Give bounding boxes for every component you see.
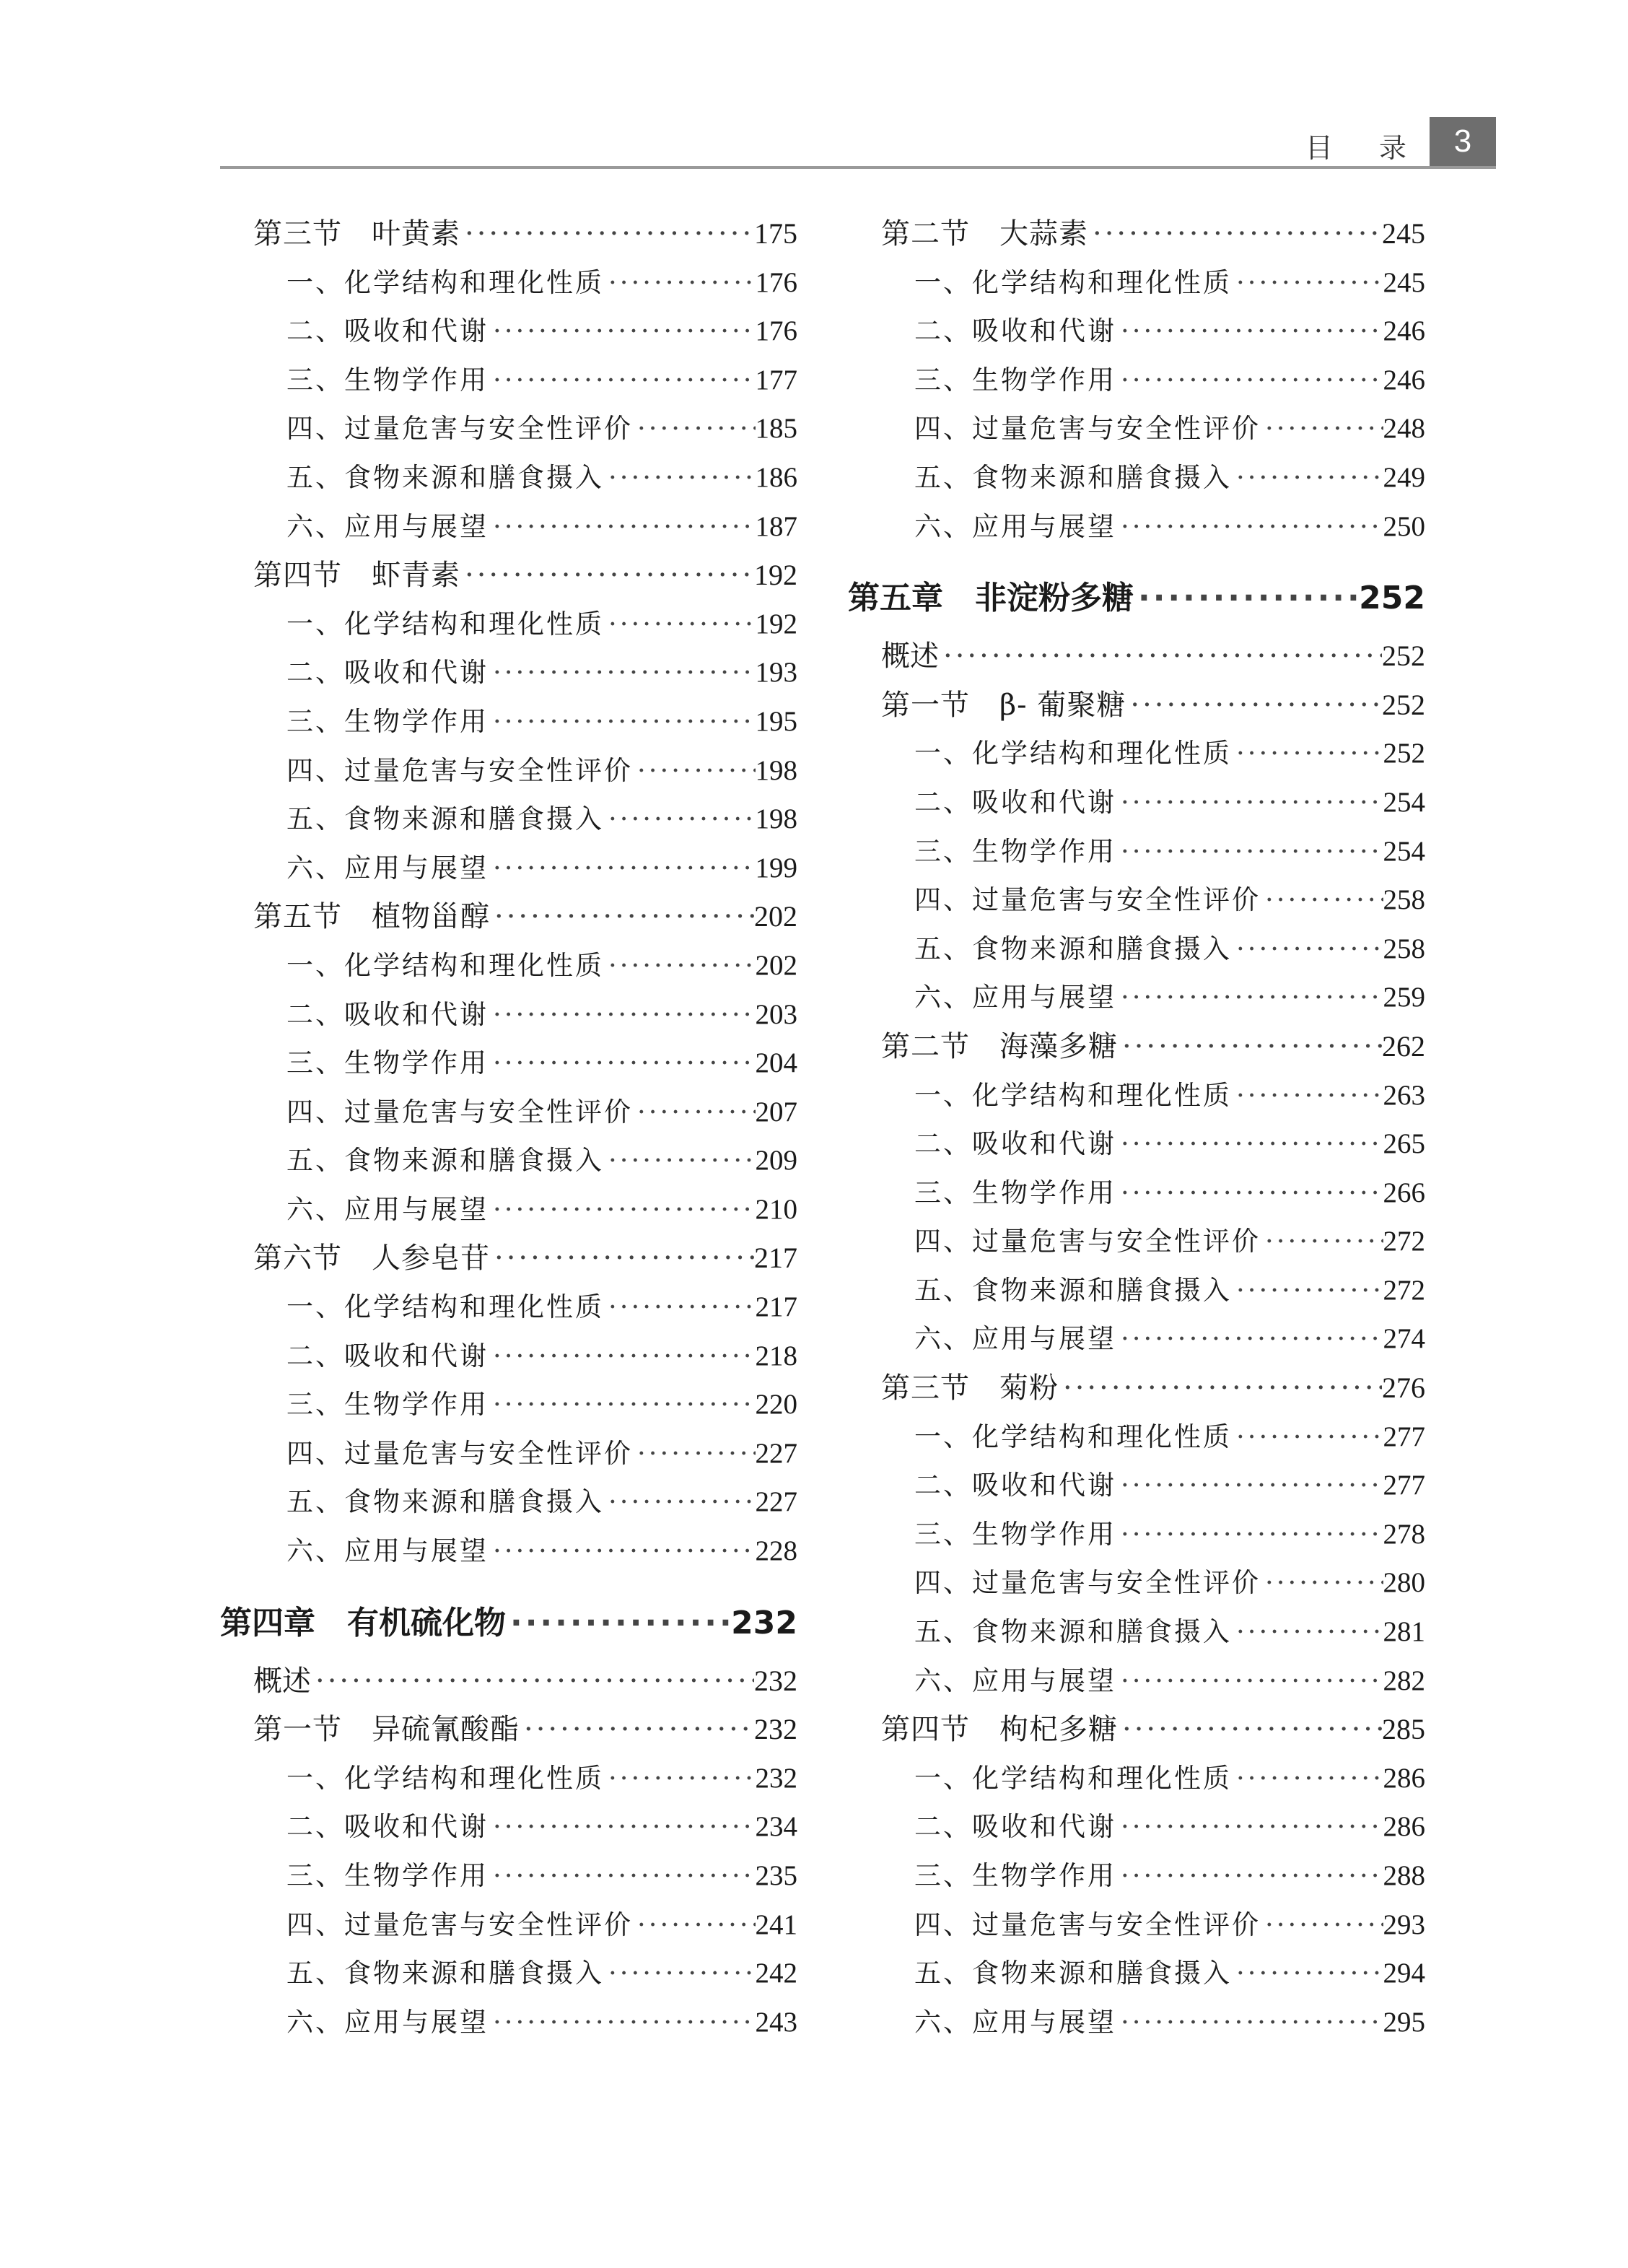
toc-entry[interactable]: 五、食物来源和膳食摄入 ····· 186 <box>220 453 797 502</box>
toc-entry[interactable]: 六、应用与展望 ····· 259 <box>848 973 1425 1022</box>
toc-entry[interactable]: 五、食物来源和膳食摄入 ····· 242 <box>220 1949 797 1998</box>
toc-entry[interactable]: 三、生物学作用 ····· 288 <box>848 1852 1425 1901</box>
toc-chapter-entry[interactable]: 第四章 有机硫化物 ····· 232 <box>220 1590 797 1657</box>
page-number: 3 <box>1430 117 1496 166</box>
toc-entry[interactable]: 一、化学结构和理化性质 ····· 232 <box>220 1754 797 1803</box>
toc-overview-entry[interactable]: 概述 ····· 252 <box>848 632 1425 681</box>
header-label: 目 录 <box>1305 132 1425 164</box>
toc-entry[interactable]: 三、生物学作用 ····· 266 <box>848 1169 1425 1218</box>
toc-entry[interactable]: 四、过量危害与安全性评价 ····· 185 <box>220 404 797 453</box>
toc-entry[interactable]: 四、过量危害与安全性评价 ····· 207 <box>220 1088 797 1137</box>
toc-entry[interactable]: 三、生物学作用 ····· 254 <box>848 827 1425 876</box>
toc-entry[interactable]: 二、吸收和代谢 ····· 277 <box>848 1461 1425 1510</box>
toc-entry[interactable]: 六、应用与展望 ····· 199 <box>220 844 797 893</box>
toc-entry[interactable]: 一、化学结构和理化性质 ····· 202 <box>220 941 797 990</box>
toc-entry[interactable]: 二、吸收和代谢 ····· 218 <box>220 1332 797 1381</box>
toc-left-column <box>220 209 797 2046</box>
toc-entry[interactable]: 四、过量危害与安全性评价 ····· 241 <box>220 1901 797 1950</box>
toc-entry[interactable]: 四、过量危害与安全性评价 ····· 258 <box>848 876 1425 925</box>
toc-entry[interactable]: 四、过量危害与安全性评价 ····· 280 <box>848 1558 1425 1608</box>
toc-entry[interactable]: 一、化学结构和理化性质 ····· 245 <box>848 258 1425 308</box>
toc-entry[interactable]: 三、生物学作用 ····· 278 <box>848 1510 1425 1559</box>
toc-entry[interactable]: 五、食物来源和膳食摄入 ····· 227 <box>220 1478 797 1527</box>
toc-entry[interactable]: 五、食物来源和膳食摄入 ····· 281 <box>848 1608 1425 1657</box>
toc-section-entry[interactable]: 第三节 叶黄素 ····· 175 <box>220 209 797 258</box>
toc-entry[interactable]: 五、食物来源和膳食摄入 ····· 249 <box>848 453 1425 502</box>
toc-entry[interactable]: 四、过量危害与安全性评价 ····· 198 <box>220 746 797 795</box>
toc-section-entry[interactable]: 第二节 大蒜素 ····· 245 <box>848 209 1425 258</box>
toc-entry[interactable]: 一、化学结构和理化性质 ····· 176 <box>220 258 797 308</box>
toc-section-entry[interactable]: 第一节 异硫氰酸酯 ····· 232 <box>220 1705 797 1754</box>
toc-entry[interactable]: 四、过量危害与安全性评价 ····· 293 <box>848 1901 1425 1950</box>
toc-entry[interactable]: 六、应用与展望 ····· 282 <box>848 1657 1425 1706</box>
toc-entry[interactable]: 六、应用与展望 ····· 228 <box>220 1527 797 1576</box>
toc-section-entry[interactable]: 第四节 枸杞多糖 ····· 285 <box>848 1705 1425 1754</box>
toc-entry[interactable]: 二、吸收和代谢 ····· 286 <box>848 1802 1425 1852</box>
toc-entry[interactable]: 六、应用与展望 ····· 295 <box>848 1998 1425 2047</box>
toc-entry[interactable]: 二、吸收和代谢 ····· 193 <box>220 648 797 697</box>
toc-entry[interactable]: 二、吸收和代谢 ····· 203 <box>220 990 797 1039</box>
toc-entry[interactable]: 四、过量危害与安全性评价 ····· 272 <box>848 1217 1425 1266</box>
toc-section-entry[interactable]: 第三节 菊粉 ····· 276 <box>848 1364 1425 1413</box>
toc-entry[interactable]: 五、食物来源和膳食摄入 ····· 272 <box>848 1266 1425 1315</box>
toc-entry[interactable]: 五、食物来源和膳食摄入 ····· 198 <box>220 795 797 844</box>
toc-entry[interactable]: 三、生物学作用 ····· 220 <box>220 1380 797 1429</box>
toc-entry[interactable]: 五、食物来源和膳食摄入 ····· 258 <box>848 925 1425 974</box>
toc-entry[interactable]: 二、吸收和代谢 ····· 246 <box>848 307 1425 356</box>
toc-entry[interactable]: 六、应用与展望 ····· 210 <box>220 1185 797 1234</box>
toc-entry[interactable]: 六、应用与展望 ····· 250 <box>848 502 1425 551</box>
toc-overview-entry[interactable]: 概述 ····· 232 <box>220 1657 797 1706</box>
toc-entry[interactable]: 二、吸收和代谢 ····· 265 <box>848 1120 1425 1169</box>
toc-entry[interactable]: 五、食物来源和膳食摄入 ····· 209 <box>220 1136 797 1185</box>
toc-entry[interactable]: 二、吸收和代谢 ····· 254 <box>848 778 1425 827</box>
toc-section-entry[interactable]: 第六节 人参皂苷 ····· 217 <box>220 1234 797 1283</box>
toc-entry[interactable]: 三、生物学作用 ····· 235 <box>220 1852 797 1901</box>
header-rule <box>220 166 1496 169</box>
toc-section-entry[interactable]: 第五节 植物甾醇 ····· 202 <box>220 892 797 941</box>
running-header <box>220 117 1496 169</box>
toc-entry[interactable]: 三、生物学作用 ····· 204 <box>220 1039 797 1088</box>
toc-entry[interactable]: 六、应用与展望 ····· 243 <box>220 1998 797 2047</box>
toc-entry[interactable]: 四、过量危害与安全性评价 ····· 227 <box>220 1429 797 1478</box>
toc-entry[interactable]: 一、化学结构和理化性质 ····· 263 <box>848 1071 1425 1120</box>
toc-entry[interactable]: 一、化学结构和理化性质 ····· 286 <box>848 1754 1425 1803</box>
toc-entry[interactable]: 一、化学结构和理化性质 ····· 277 <box>848 1413 1425 1462</box>
toc-section-entry[interactable]: 第二节 海藻多糖 ····· 262 <box>848 1022 1425 1071</box>
toc-entry[interactable]: 二、吸收和代谢 ····· 176 <box>220 307 797 356</box>
toc-entry[interactable]: 一、化学结构和理化性质 ····· 217 <box>220 1283 797 1332</box>
toc-right-column <box>848 209 1425 2046</box>
toc-chapter-entry[interactable]: 第五章 非淀粉多糖 ····· 252 <box>848 565 1425 632</box>
toc-section-entry[interactable]: 第一节 β- 葡聚糖 ····· 252 <box>848 681 1425 730</box>
toc-entry[interactable]: 一、化学结构和理化性质 ····· 192 <box>220 600 797 649</box>
toc-entry[interactable]: 三、生物学作用 ····· 246 <box>848 356 1425 405</box>
toc-entry[interactable]: 三、生物学作用 ····· 177 <box>220 356 797 405</box>
toc-entry[interactable]: 一、化学结构和理化性质 ····· 252 <box>848 729 1425 778</box>
toc-entry[interactable]: 六、应用与展望 ····· 187 <box>220 502 797 551</box>
toc-entry[interactable]: 二、吸收和代谢 ····· 234 <box>220 1802 797 1852</box>
toc-entry[interactable]: 四、过量危害与安全性评价 ····· 248 <box>848 404 1425 453</box>
toc-entry[interactable]: 五、食物来源和膳食摄入 ····· 294 <box>848 1949 1425 1998</box>
toc-entry[interactable]: 三、生物学作用 ····· 195 <box>220 697 797 746</box>
toc-section-entry[interactable]: 第四节 虾青素 ····· 192 <box>220 551 797 600</box>
toc-entry[interactable]: 六、应用与展望 ····· 274 <box>848 1314 1425 1364</box>
